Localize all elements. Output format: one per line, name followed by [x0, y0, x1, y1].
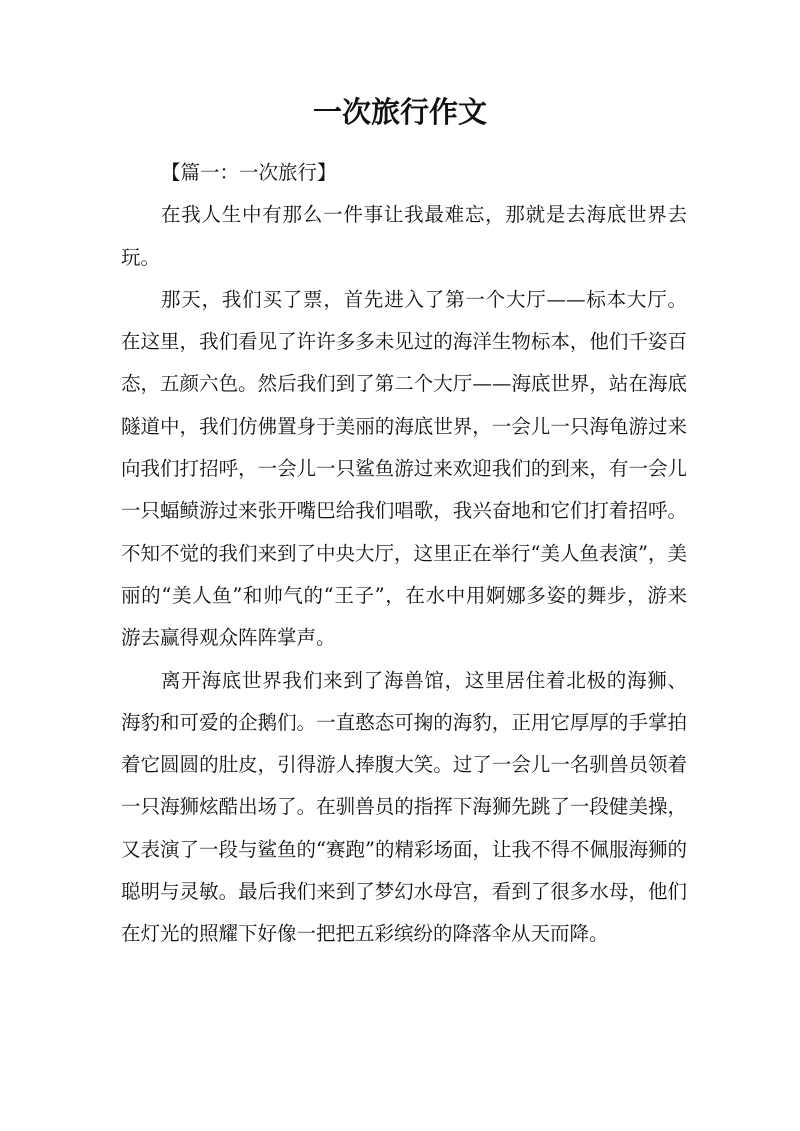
paragraph-3: 离开海底世界我们来到了海兽馆，这里居住着北极的海狮、海豹和可爱的企鹅们。一直憨态可掬的海豹，正用它厚厚的手掌拍着它圆圆的肚皮，引得游人捧腹大笑。过了一会儿一名驯兽员领着一只海狮炫酷出场了。在驯兽员的指挥下海狮先跳了一段健美操，又表演了一段与鲨鱼的“赛跑”的精彩场面，让我不得不佩服海狮的聪明与灵敏。最后我们来到了梦幻水母宫，看到了很多水母，他们在灯光的照耀下好像一把把五彩缤纷的降落伞从天而降。 [121, 668, 687, 946]
paragraph-2: 那天，我们买了票，首先进入了第一个大厅——标本大厅。在这里，我们看见了许许多多未见过的海洋生物标本，他们千姿百态，五颜六色。然后我们到了第二个大厅——海底世界，站在海底隧道中，我们仿佛置身于美丽的海底世界，一会儿一只海龟游过来向我们打招呼，一会儿一只鲨鱼游过来欢迎我们的到来，有一会儿一只蝠鲼游过来张开嘴巴给我们唱歌，我兴奋地和它们打着招呼。不知不觉的我们来到了中央大厅，这里正在举行“美人鱼表演”，美丽的“美人鱼”和帅气的“王子”，在水中用婀娜多姿的舞步，游来游去赢得观众阵阵掌声。 [121, 287, 687, 650]
paragraph-1: 在我人生中有那么一件事让我最难忘，那就是去海底世界去玩。 [121, 203, 687, 269]
page-title: 一次旅行作文 [312, 95, 487, 129]
document-body [121, 152, 687, 956]
section-label: 【篇一：一次旅行】 [161, 161, 337, 184]
